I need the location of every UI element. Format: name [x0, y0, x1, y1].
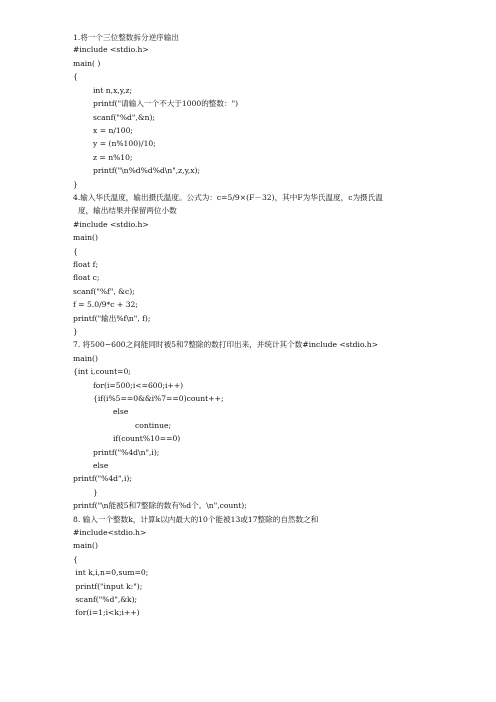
doc-line: printf("%4d\n",i); — [93, 448, 160, 457]
doc-line: int k,i,n=0,sum=0; — [73, 568, 149, 577]
doc-line: scanf("%f", &c); — [73, 287, 135, 296]
doc-line: for(i=500;i<=600;i++) — [93, 381, 184, 390]
doc-line: { — [73, 72, 78, 81]
doc-line: y = (n%100)/10; — [93, 139, 156, 148]
doc-line: main() — [73, 354, 98, 363]
doc-line: 4.输入华氏温度，输出摄氏温度。公式为：c=5/9×(F－32)，其中F为华氏温度，c为摄氏温 — [73, 193, 383, 202]
doc-line: { — [73, 555, 78, 564]
doc-line: float c; — [73, 273, 100, 282]
doc-line: printf("input k:"); — [73, 582, 143, 591]
doc-line: main( ) — [73, 59, 101, 68]
doc-line: printf("\n能被5和7整除的数有%d个。\n",count); — [73, 501, 247, 510]
doc-line: main() — [73, 233, 98, 242]
doc-line: 度，输出结果并保留两位小数 — [78, 206, 177, 215]
doc-line: z = n%10; — [93, 153, 133, 162]
doc-line: {if(i%5==0&&i%7==0)count++; — [93, 394, 224, 403]
doc-line: int n,x,y,z; — [93, 86, 133, 95]
doc-line: scanf("%d",&k); — [73, 595, 138, 604]
doc-line: printf("输出%f\n", f); — [73, 314, 151, 323]
doc-line: #include<stdio.h> — [73, 528, 147, 537]
doc-line: } — [73, 180, 78, 189]
doc-line: main() — [73, 541, 98, 550]
doc-line: x = n/100; — [93, 126, 133, 135]
doc-line: printf("\n%d%d%d\n",z,y,x); — [93, 166, 201, 175]
doc-line: if(count%10==0) — [113, 434, 181, 443]
doc-line: printf("%4d",i); — [73, 474, 132, 483]
doc-line: #include <stdio.h> — [73, 45, 149, 54]
doc-line: printf("请输入一个不大于1000的整数：") — [93, 99, 239, 108]
doc-line: 8. 输入一个整数k，计算k以内最大的10个能被13或17整除的自然数之和 — [73, 515, 319, 524]
doc-line: 7. 将500~600之间能同时被5和7整除的数打印出来，并统计其个数#include <stdio.h> — [73, 340, 379, 349]
doc-line: } — [93, 488, 98, 497]
doc-line: float f; — [73, 260, 98, 269]
doc-line: else — [113, 407, 129, 416]
doc-line: else — [93, 461, 109, 470]
doc-line: for(i=1;i<k;i++) — [73, 608, 140, 617]
doc-line: } — [73, 327, 78, 336]
doc-line: 1.将一个三位整数拆分逆序输出 — [73, 33, 179, 42]
doc-line: { — [73, 247, 78, 256]
doc-line: continue; — [135, 421, 172, 430]
doc-line: #include <stdio.h> — [73, 220, 149, 229]
doc-line: f = 5.0/9*c + 32; — [73, 300, 138, 309]
doc-line: scanf("%d",&n); — [93, 113, 155, 122]
doc-line: {int i,count=0; — [73, 367, 131, 376]
